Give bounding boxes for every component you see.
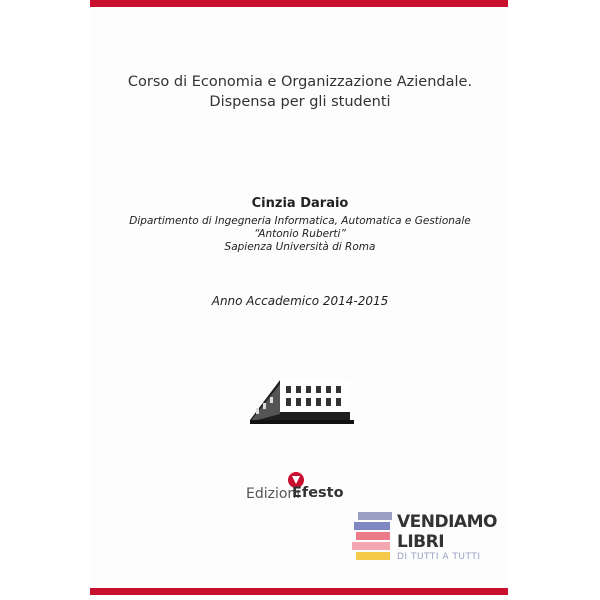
title-line-1: Corso di Economia e Organizzazione Aziendale. [127,74,473,90]
author-name: Cinzia Daraio [251,196,349,211]
watermark-line-2: LIBRI [397,532,445,552]
publisher-name-part1: Edizioni [246,486,301,502]
title-line-2: Dispensa per gli studenti [209,94,391,110]
publisher-name-part2: Efesto [292,485,344,501]
top-red-band [90,0,508,7]
academic-year: Anno Accademico 2014-2015 [211,294,389,308]
watermark-line-3: DI TUTTI A TUTTI [397,552,481,562]
university: Sapienza Università di Roma [224,241,376,253]
institute: “Antonio Ruberti” [254,228,346,240]
building-illustration [250,370,354,424]
book-title [0,72,600,112]
bottom-red-band [90,588,508,595]
author-affiliation [0,215,600,254]
department: Dipartimento di Ingegneria Informatica, Automatica e Gestionale [129,215,471,227]
watermark-line-1: VENDIAMO [397,512,497,532]
